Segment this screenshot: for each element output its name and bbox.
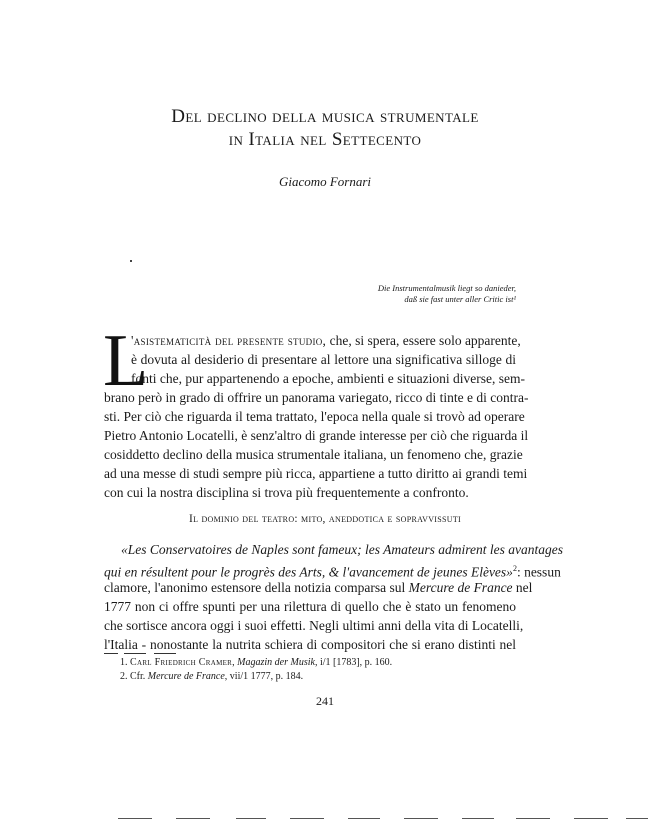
body-line-2-quote: qui en résultent pour le progrès des Arts, & l'avancement de jeunes Elèves»	[104, 564, 513, 580]
intro-line-8: ad una messe di studi sempre più ricca, appartiene a tutto diritto ai grandi temi	[104, 466, 528, 481]
footnote-1-author: Carl Friedrich Cramer	[130, 657, 233, 668]
footnote-1-sep: ,	[232, 657, 238, 668]
body-line-3-periodical: Mercure de France	[408, 580, 513, 595]
body-line-3-b: nel	[512, 580, 533, 595]
section-heading: Il dominio del teatro: mito, aneddotica e sopravvissuti	[188, 513, 461, 525]
scan-edge-mark	[626, 818, 648, 819]
footnote-rule-3	[154, 653, 176, 654]
footnote-2-number: 2.	[120, 671, 128, 682]
intro-line-7: cosiddetto declino della musica strumentale italiana, un fenomeno che, grazie	[104, 447, 523, 462]
scan-edge-mark	[290, 818, 324, 819]
intro-line-2: è dovuta al desiderio di presentare al lettore una significativa silloge di	[131, 352, 516, 367]
intro-line-1	[131, 331, 521, 350]
footnote-1	[120, 656, 392, 670]
author-name: Giacomo Fornari	[278, 174, 372, 189]
footnote-1-number: 1.	[120, 657, 128, 668]
scan-edge-mark	[516, 818, 550, 819]
scan-edge-mark	[348, 818, 380, 819]
footnote-2-rest: , vii/1 1777, p. 184.	[224, 671, 304, 682]
body-line-4: 1777 non ci offre spunti per una rilettura di quello che è stato un fenomeno	[104, 599, 516, 614]
intro-opening-small-caps: 'asistematicità del presente studio,	[131, 333, 327, 348]
intro-line-3: fonti che, pur appartenendo a epoche, ambienti e situazioni diverse, sem-	[131, 371, 525, 386]
scan-edge-mark	[462, 818, 494, 819]
intro-line-4: brano però in grado di offrire un panorama variegato, ricco di tinte e di contra-	[104, 390, 529, 405]
page-number: 241	[316, 694, 334, 708]
epigraph-line-2: daß sie fast unter aller Critic ist¹	[404, 294, 516, 304]
intro-line-1-rest: che, si spera, essere solo apparente,	[326, 333, 521, 348]
footnote-2-prefix: Cfr.	[130, 671, 148, 682]
footnote-2-title: Mercure de France	[147, 671, 225, 682]
body-line-6: l'Italia - nonostante la nutrita schiera di compositori che si erano distinti nel	[104, 637, 516, 652]
body-line-1: «Les Conservatoires de Naples sont fameux; les Amateurs admirent les avantages	[121, 542, 563, 557]
chapter-title-line-2: in Italia nel Settecento	[228, 129, 422, 150]
intro-line-5: sti. Per ciò che riguarda il tema trattato, l'epoca nella quale si trovò ad operare	[104, 409, 525, 424]
footnote-rule-2	[124, 653, 146, 654]
drop-cap: L	[103, 320, 149, 402]
footnote-rule-1	[104, 653, 118, 654]
intro-line-6: Pietro Antonio Locatelli, è senz'altro di grande interesse per ciò che riguarda il	[104, 428, 529, 443]
chapter-title-line-1: Del declino della musica strumentale	[171, 106, 479, 127]
scan-edge-mark	[574, 818, 608, 819]
scan-edge-mark	[236, 818, 266, 819]
scan-edge-mark	[404, 818, 438, 819]
scan-edge-mark	[118, 818, 152, 819]
body-line-5: che sortisce ancora oggi i suoi effetti. Negli ultimi anni della vita di Locatelli,	[104, 618, 524, 633]
footnote-2	[120, 670, 303, 684]
footnote-1-rest: , i/1 [1783], p. 160.	[314, 657, 393, 668]
body-line-3	[104, 578, 533, 597]
footnote-1-title: Magazin der Musik	[237, 657, 315, 668]
scan-edge-mark	[176, 818, 210, 819]
intro-line-9: con cui la nostra disciplina si trova più frequentemente a confronto.	[104, 485, 469, 500]
body-line-2-rest: : nessun	[516, 564, 561, 580]
footnote-ref-2: 2	[512, 564, 517, 573]
epigraph-line-1: Die Instrumentalmusik liegt so danieder,	[377, 283, 516, 293]
body-line-3-a: clamore, l'anonimo estensore della notizia comparsa sul	[104, 580, 409, 595]
scan-speck	[130, 260, 132, 262]
